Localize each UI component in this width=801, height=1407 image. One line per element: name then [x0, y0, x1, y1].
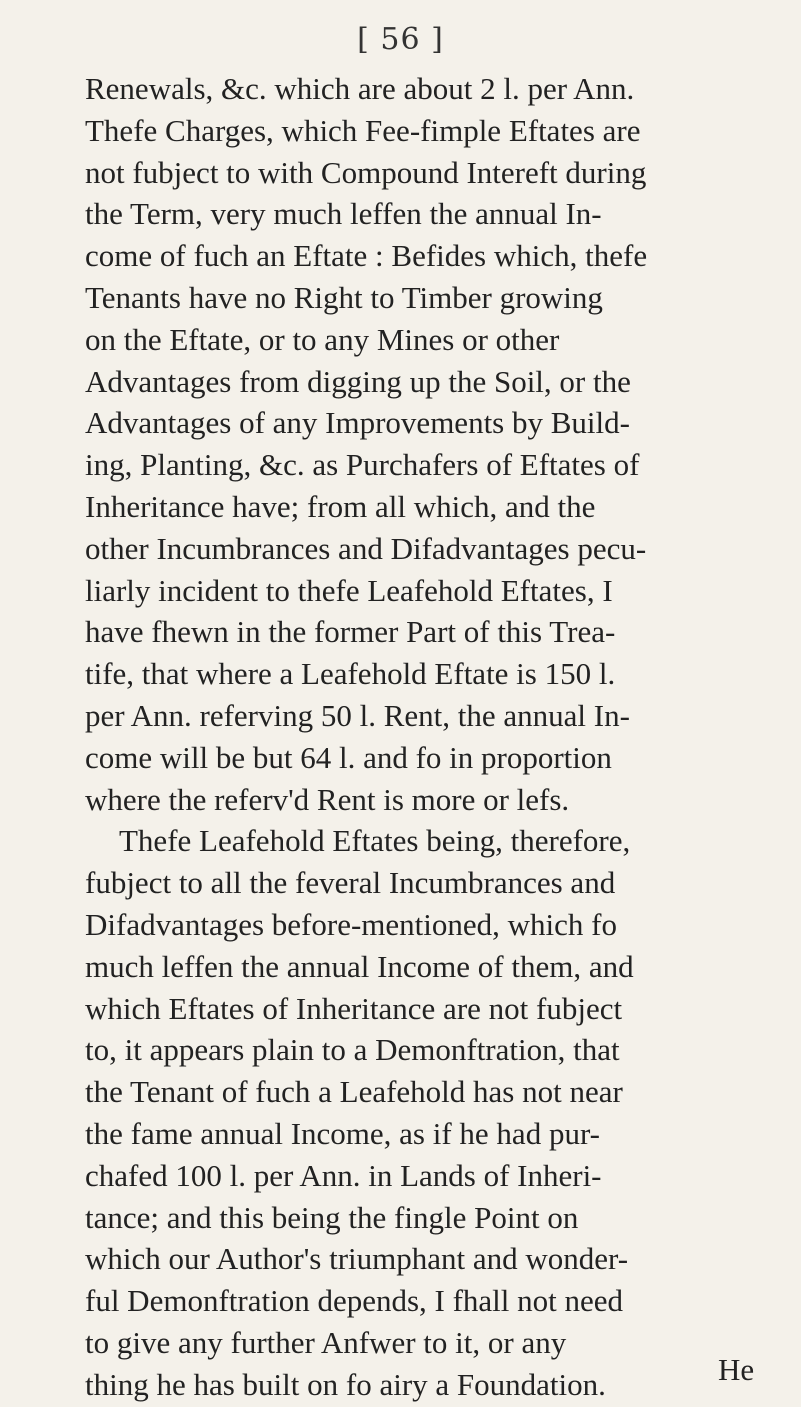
text-line: chafed 100 l. per Ann. in Lands of Inheri- [85, 1157, 602, 1193]
text-line: ing, Planting, &c. as Purchafers of Eftates of [85, 447, 640, 483]
text-line: to, it appears plain to a Demonftration, that [85, 1032, 620, 1068]
text-line: tance; and this being the fingle Point on [85, 1199, 579, 1235]
text-line: Inheritance have; from all which, and the [85, 488, 596, 524]
text-line: on the Eftate, or to any Mines or other [85, 321, 560, 357]
text-line: Advantages from digging up the Soil, or the [85, 363, 631, 399]
text-line: which Eftates of Inheritance are not fubject [85, 990, 623, 1026]
text-line: much leffen the annual Income of them, and [85, 948, 634, 984]
text-line: Renewals, &c. which are about 2 l. per Ann. [85, 71, 635, 106]
text-line: ful Demonftration depends, I fhall not need [85, 1283, 624, 1319]
text-line: where the referv'd Rent is more or lefs. [85, 781, 570, 817]
text-line: come will be but 64 l. and fo in proportion [85, 739, 612, 775]
text-line: come of fuch an Eftate : Befides which, thefe [85, 238, 648, 274]
text-line: liarly incident to thefe Leafehold Eftates, I [85, 572, 613, 608]
text-line: to give any further Anfwer to it, or any [85, 1324, 567, 1360]
text-line: fubject to all the feveral Incumbrances and [85, 865, 616, 901]
text-line: tife, that where a Leafehold Eftate is 150 l. [85, 656, 616, 692]
text-line: Tenants have no Right to Timber growing [85, 279, 603, 315]
page-number: [ 56 ] [357, 22, 444, 57]
text-line: Thefe Charges, which Fee-fimple Eftates are [85, 112, 641, 148]
text-line: have fhewn in the former Part of this Trea- [85, 614, 616, 650]
text-line: Difadvantages before-mentioned, which fo [85, 906, 617, 942]
text-line: per Ann. referving 50 l. Rent, the annual In- [85, 697, 630, 733]
text-line: the fame annual Income, as if he had pur- [85, 1115, 600, 1151]
text-line: the Tenant of fuch a Leafehold has not near [85, 1074, 623, 1110]
text-line: which our Author's triumphant and wonder- [85, 1241, 629, 1277]
text-line: other Incumbrances and Difadvantages pecu- [85, 530, 647, 566]
text-line: not fubject to with Compound Intereft during [85, 154, 647, 190]
text-line: Advantages of any Improvements by Build- [85, 405, 630, 441]
paragraph-start-line: Thefe Leafehold Eftates being, therefore, [119, 823, 631, 859]
text-line: thing he has built on fo airy a Foundation. [85, 1366, 606, 1402]
page-text [85, 68, 775, 1406]
catchword: He [718, 1352, 755, 1387]
text-line: the Term, very much leffen the annual In- [85, 196, 602, 232]
